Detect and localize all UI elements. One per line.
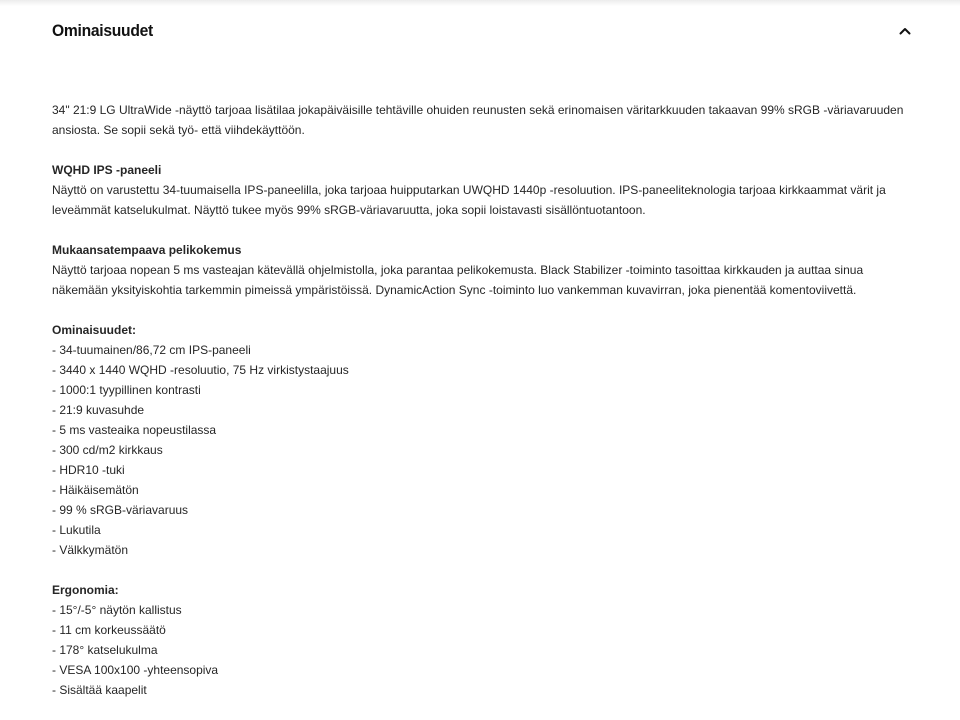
list-item: - Häikäisemätön xyxy=(52,483,139,497)
features-heading: Ominaisuudet: xyxy=(52,323,137,337)
list-item: - Sisältää kaapelit xyxy=(52,683,147,697)
list-item: - Lukutila xyxy=(52,523,101,537)
ergonomics-heading: Ergonomia: xyxy=(52,583,119,597)
gaming-heading: Mukaansatempaava pelikokemus xyxy=(52,243,242,257)
list-item: - 99 % sRGB-väriavaruus xyxy=(52,503,189,517)
features-list xyxy=(52,340,912,560)
list-item: - 15°/-5° näytön kallistus xyxy=(52,603,182,617)
features-accordion-header[interactable] xyxy=(52,18,912,44)
features-block xyxy=(52,320,912,560)
product-description xyxy=(52,100,912,720)
intro-text: 34" 21:9 LG UltraWide -näyttö tarjoaa lisätilaa jokapäiväisille tehtäville ohuiden reunusten sekä erinomaisen väritarkkuuden takaavan 99% sRGB -väriavaruuden ansiosta. Se sopii sekä työ- että viihdekäyttöön. xyxy=(52,103,904,137)
section-title: Ominaisuudet xyxy=(52,21,153,40)
intro-block xyxy=(52,100,912,140)
list-item: - 1000:1 tyypillinen kontrasti xyxy=(52,383,201,397)
list-item: - 21:9 kuvasuhde xyxy=(52,403,145,417)
wqhd-text: Näyttö on varustettu 34-tuumaisella IPS-paneelilla, joka tarjoaa huipputarkan UWQHD 1440p -resoluution. IPS-paneeliteknologia tarjoaa kirkkaammat värit ja leveämmät katselukulmat. Näyttö tukee myös 99% sRGB-väriavaruutta, joka sopii loistavasti sisällöntuotantoon. xyxy=(52,183,886,217)
list-item: - 300 cd/m2 kirkkaus xyxy=(52,443,163,457)
list-item: - 178° katselukulma xyxy=(52,643,158,657)
wqhd-block xyxy=(52,160,912,220)
list-item: - 34-tuumainen/86,72 cm IPS-paneeli xyxy=(52,343,251,357)
ergonomics-list xyxy=(52,600,912,700)
ergonomics-block xyxy=(52,580,912,700)
list-item: - 5 ms vasteaika nopeustilassa xyxy=(52,423,217,437)
gaming-text: Näyttö tarjoaa nopean 5 ms vasteajan kätevällä ohjelmistolla, joka parantaa pelikokemusta. Black Stabilizer -toiminto tasoittaa kirkkauden ja auttaa sinua näkemään yksityiskohtia tarkemmin pimeissä ympäristöissä. DynamicAction Sync -toiminto luo vankemman kuvavirran, joka pienentää komentoviivettä. xyxy=(52,263,864,297)
top-shadow xyxy=(0,0,960,6)
gaming-block xyxy=(52,240,912,300)
list-item: - 3440 x 1440 WQHD -resoluutio, 75 Hz virkistystaajuus xyxy=(52,363,349,377)
list-item: - HDR10 -tuki xyxy=(52,463,125,477)
list-item: - VESA 100x100 -yhteensopiva xyxy=(52,663,219,677)
list-item: - Välkkymätön xyxy=(52,543,129,557)
chevron-up-icon[interactable] xyxy=(898,24,912,38)
wqhd-heading: WQHD IPS -paneeli xyxy=(52,163,162,177)
list-item: - 11 cm korkeussäätö xyxy=(52,623,166,637)
